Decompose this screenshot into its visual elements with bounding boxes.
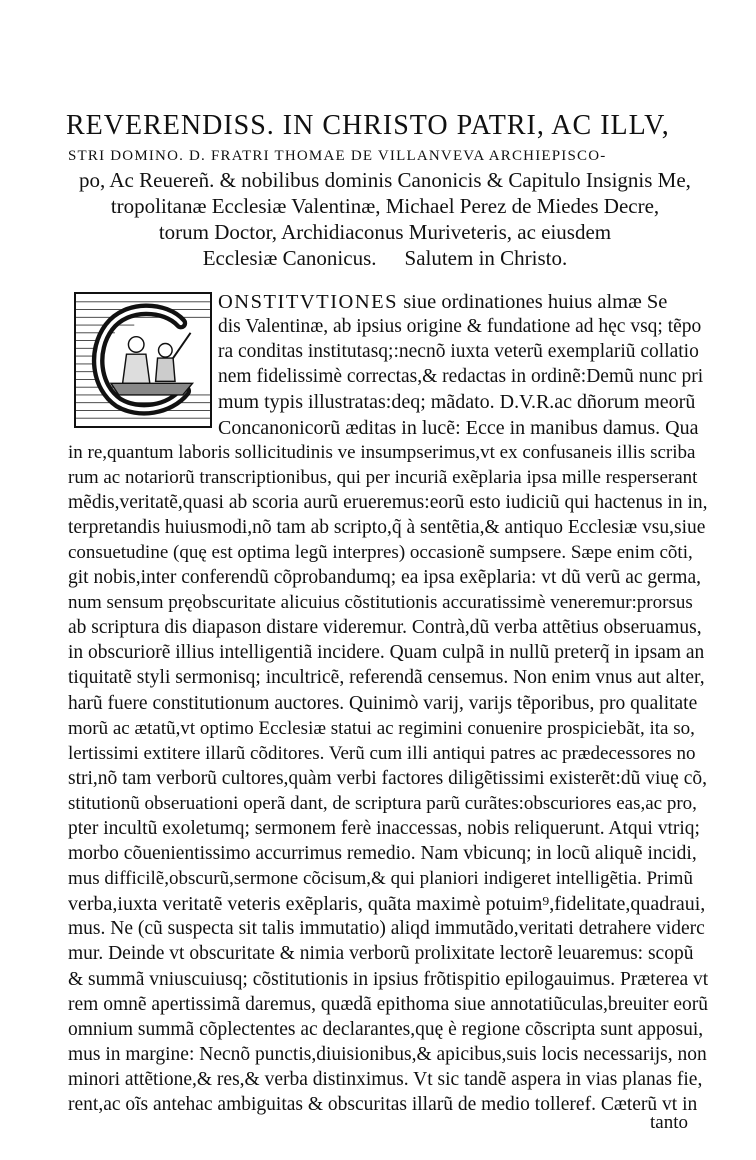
catchword: tanto	[650, 1112, 688, 1133]
lead-capitals: ONSTITVTIONES	[218, 291, 399, 313]
body-line-20: stri,nõ tam verborũ cultores,quàm verbi factores diligẽtissimi existerẽt:dũ viuę cõ,	[68, 767, 707, 789]
body-line-16: tiquitatẽ styli sermonisq; incultricẽ, referendã censemus. Non enim vnus aut alter,	[68, 667, 705, 689]
body-line-14: ab scriptura dis diapason distare videremur. Contrà,dũ verba attẽtius obseruamus,	[68, 617, 702, 639]
body-line-8: rum ac notariorũ transcriptionibus, qui per incuriã exẽplaria ipsa mille resperserant	[68, 466, 698, 488]
body-line-4: nem fidelissimè correctas,& redactas in ordinẽ:Demũ nunc pri	[218, 366, 704, 388]
body-line-28: & summã vniuscuiusq; cõstitutionis in ipsius frõtispitio epilogauimus. Præterea vt	[68, 968, 708, 990]
body-line-26: mus. Ne (cũ suspecta sit talis immutatio) aliqd immutãdo,veritati detrahere viderc	[68, 918, 705, 940]
body-line-3: ra conditas institutasq;:necnõ iuxta veterũ exemplariũ collatio	[218, 341, 699, 363]
decorated-initial-c	[74, 292, 212, 428]
initial-woodcut-image	[76, 294, 210, 426]
body-line-9: mẽdis,veritatẽ,quasi ab scoria aurũ erueremus:eorũ esto iudiciũ qui hactenus in in,	[68, 491, 708, 513]
body-line-5: mum typis illustratas:deq; mãdato. D.V.R.ac dñorum meorũ	[218, 391, 696, 414]
body-line-33: rent,ac oĩs antehac ambiguitas & obscuritas illarũ de medio tolleref. Cæterũ vt in	[68, 1094, 698, 1115]
dedication-line-4	[60, 246, 710, 271]
body-line-25: verba,iuxta veritatẽ veteris exẽplaris, quãta maximè potuim⁹,fidelitate,quadraui,	[68, 893, 706, 916]
body-line-10: terpretandis huiusmodi,nõ tam ab scripto,q̃ à sentẽtia,& antiquo Ecclesiæ vsu,siue	[68, 516, 706, 538]
body-line-18: morũ ac ætatũ,vt optimo Ecclesiæ statui ac regimini conuenire prospiciebãt, ita so,	[68, 717, 695, 739]
body-line-2: dis Valentinæ, ab ipsius origine & fundatione ad hęc vsq; tẽpo	[218, 316, 702, 338]
body-line-23: morbo cõuenientissimo accurrimus remedio. Nam vbicunq; in locũ aliquẽ incidi,	[68, 843, 697, 865]
body-line-15: in obscuriorẽ illius intelligentiã incidere. Quam culpã in nullũ preterq̃ in ipsam an	[68, 642, 705, 664]
body-line-19: lertissimi extitere illarũ cõditores. Verũ cum illi antiqui patres ac prædecessores no	[68, 742, 696, 764]
body-line-6: Concanonicorũ æditas in lucẽ: Ecce in manibus damus. Qua	[218, 416, 699, 439]
body-line-12: git nobis,inter conferendũ cõprobandumq; ea ipsa exẽplaria: vt dũ verũ ac germa,	[68, 567, 701, 588]
body-line-30: omnium summã cõplectentes ac declarantes,quę è regione cõscripta sunt apposui,	[68, 1018, 704, 1040]
body-line-11: consuetudine (quę est optima legũ interpres) occasionẽ sumpsere. Sæpe enim cõti,	[68, 541, 693, 563]
body-line-32: minori attẽtione,& res,& verba distinximus. Vt sic tandẽ aspera in vias planas fie,	[68, 1068, 703, 1090]
body-line-21: stitutionũ obseruationi operã dant, de scriptura parũ curãtes:obscuriores eas,ac pro,	[68, 792, 697, 814]
body-line-1	[218, 291, 706, 313]
body-line-1-rest: siue ordinationes huius almæ Se	[403, 291, 668, 313]
body-line-29: rem omnẽ apertissimã daremus, quædã epithoma siue annotatiũculas,breuiter eorũ	[68, 993, 708, 1015]
body-line-27: mur. Deinde vt obscuritate & nimia verborũ prolixitate lectorẽ leuaremus: scopũ	[68, 943, 694, 965]
salutation: Salutem in Christo.	[404, 246, 568, 270]
heading-line-1: REVERENDISS. IN CHRISTO PATRI, AC ILLV,	[66, 110, 670, 141]
body-line-7: in re,quantum laboris sollicitudinis ve insumpserimus,vt ex confusaneis illis scriba	[68, 441, 696, 463]
dedication-line-1: po, Ac Reuereñ. & nobilibus dominis Canonicis & Capitulo Insignis Me,	[79, 168, 691, 192]
dedication-line-2: tropolitanæ Ecclesiæ Valentinæ, Michael Perez de Miedes Decre,	[110, 194, 660, 218]
dedication-line-3: torum Doctor, Archidiaconus Muriveteris, ac eiusdem	[158, 220, 612, 244]
body-line-24: mus difficilẽ,obscurũ,sermone cõcisum,& qui planiori indigeret intelligẽtia. Primũ	[68, 868, 693, 890]
body-line-17: harũ fuere constitutionum auctores. Quinimò varij, varijs tẽporibus, pro qualitate	[68, 692, 698, 714]
body-line-31: mus in margine: Necnõ punctis,diuisionibus,& apicibus,suis locis necessarijs, non	[68, 1043, 707, 1065]
body-line-22: pter incultũ exoletumq; sermonem ferè inaccessas, nobis reliquerunt. Atqui vtriq;	[68, 818, 700, 839]
heading-line-2: STRI DOMINO. D. FRATRI THOMAE DE VILLANVEVA ARCHIEPISCO-	[68, 148, 607, 164]
body-line-13: num sensum pręobscuritate alicuius cõstitutionis accuratissimè veneremur:prorsus	[68, 592, 693, 614]
dedication-closing: Ecclesiæ Canonicus.	[202, 246, 377, 270]
